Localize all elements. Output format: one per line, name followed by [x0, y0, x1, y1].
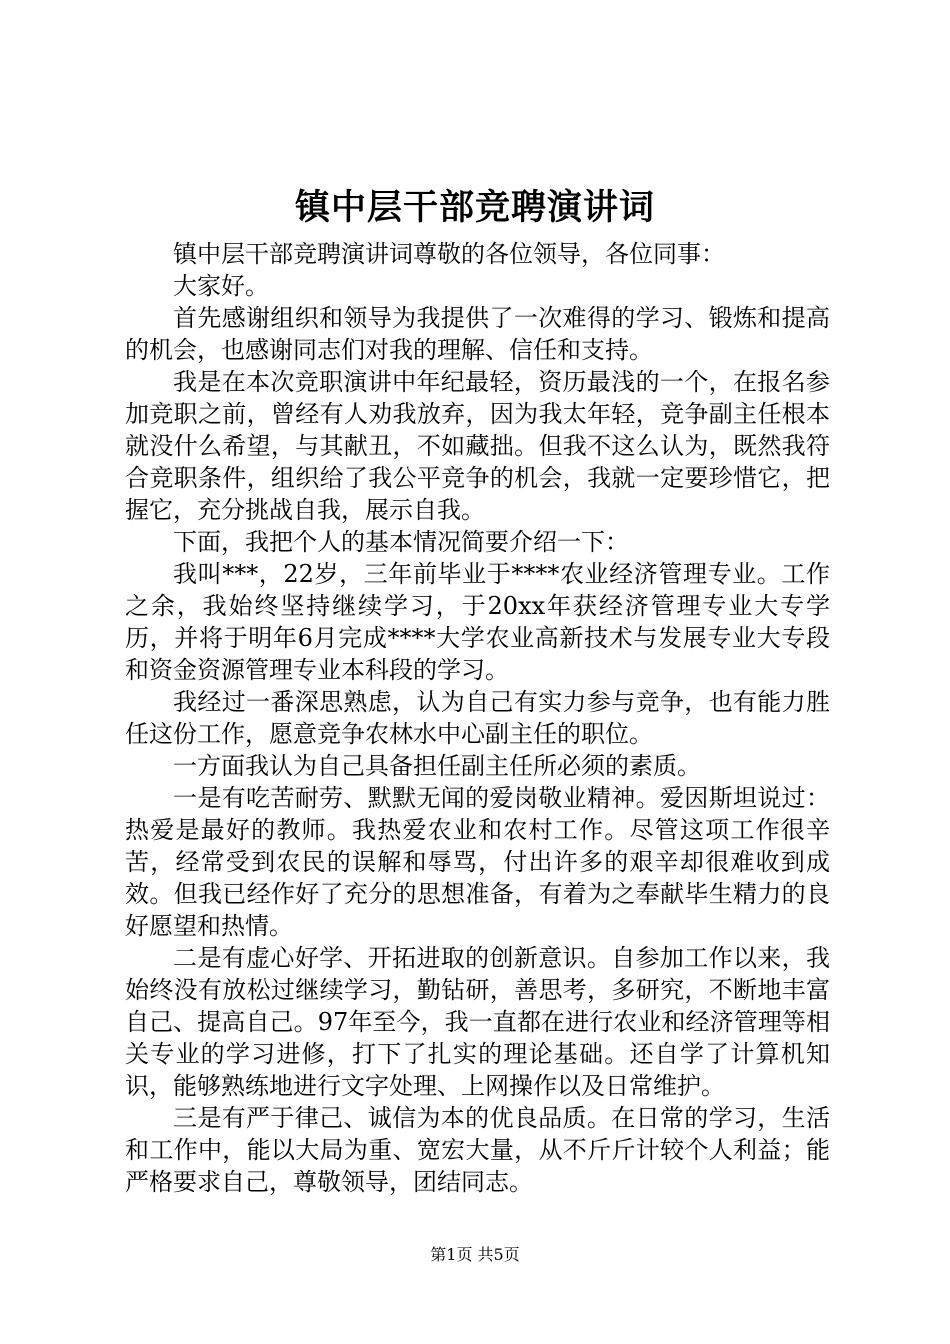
paragraph-quality-two: 二是有虚心好学、开拓进取的创新意识。自参加工作以来，我始终没有放松过继续学习，勤钻研，善思考，多研究，不断地丰富自己、提高自己。97年至今，我一直都在进行农业和经济管理等相关专业的学习进修，打下了扎实的理论基础。还自学了计算机知识，能够熟练地进行文字处理、上网操作以及日常维护。 — [125, 944, 830, 1100]
paragraph-greeting: 大家好。 — [173, 272, 269, 300]
paragraph-salutation: 镇中层干部竞聘演讲词尊敬的各位领导，各位同事： — [173, 240, 725, 268]
paragraph-decision: 我经过一番深思熟虑，认为自己有实力参与竞争，也有能力胜任这份工作，愿意竞争农林水中心副主任的职位。 — [125, 688, 830, 748]
paragraph-motivation: 我是在本次竞职演讲中年纪最轻，资历最浅的一个，在报名参加竞职之前，曾经有人劝我放弃，因为我太年轻，竞争副主任根本就没什么希望，与其献丑，不如藏拙。但我不这么认为，既然我符合竞职条件，组织给了我公平竞争的机会，我就一定要珍惜它，把握它，充分挑战自我，展示自我。 — [125, 368, 830, 524]
document-body — [125, 238, 830, 1198]
paragraph-background: 我叫***，22岁，三年前毕业于****农业经济管理专业。工作之余，我始终坚持继续学习，于20xx年获经济管理专业大专学历，并将于明年6月完成****大学农业高新技术与发展专业大专段和资金资源管理专业本科段的学习。 — [125, 560, 830, 684]
paragraph-thanks: 首先感谢组织和领导为我提供了一次难得的学习、锻炼和提高的机会，也感谢同志们对我的理解、信任和支持。 — [125, 304, 830, 364]
paragraph-qualities-intro: 一方面我认为自己具备担任副主任所必须的素质。 — [173, 752, 701, 780]
paragraph-intro: 下面，我把个人的基本情况简要介绍一下： — [173, 528, 629, 556]
paragraph-quality-one: 一是有吃苦耐劳、默默无闻的爱岗敬业精神。爱因斯坦说过：热爱是最好的教师。我热爱农业和农村工作。尽管这项工作很辛苦，经常受到农民的误解和辱骂，付出许多的艰辛却很难收到成效。但我已经作好了充分的思想准备，有着为之奉献毕生精力的良好愿望和热情。 — [125, 784, 830, 940]
paragraph-quality-three: 三是有严于律己、诚信为本的优良品质。在日常的学习，生活和工作中，能以大局为重、宽宏大量，从不斤斤计较个人利益；能严格要求自己，尊敬领导，团结同志。 — [125, 1104, 830, 1196]
page-number-footer: 第1页 共5页 — [430, 1245, 520, 1264]
document-title: 镇中层干部竞聘演讲词 — [294, 187, 655, 228]
